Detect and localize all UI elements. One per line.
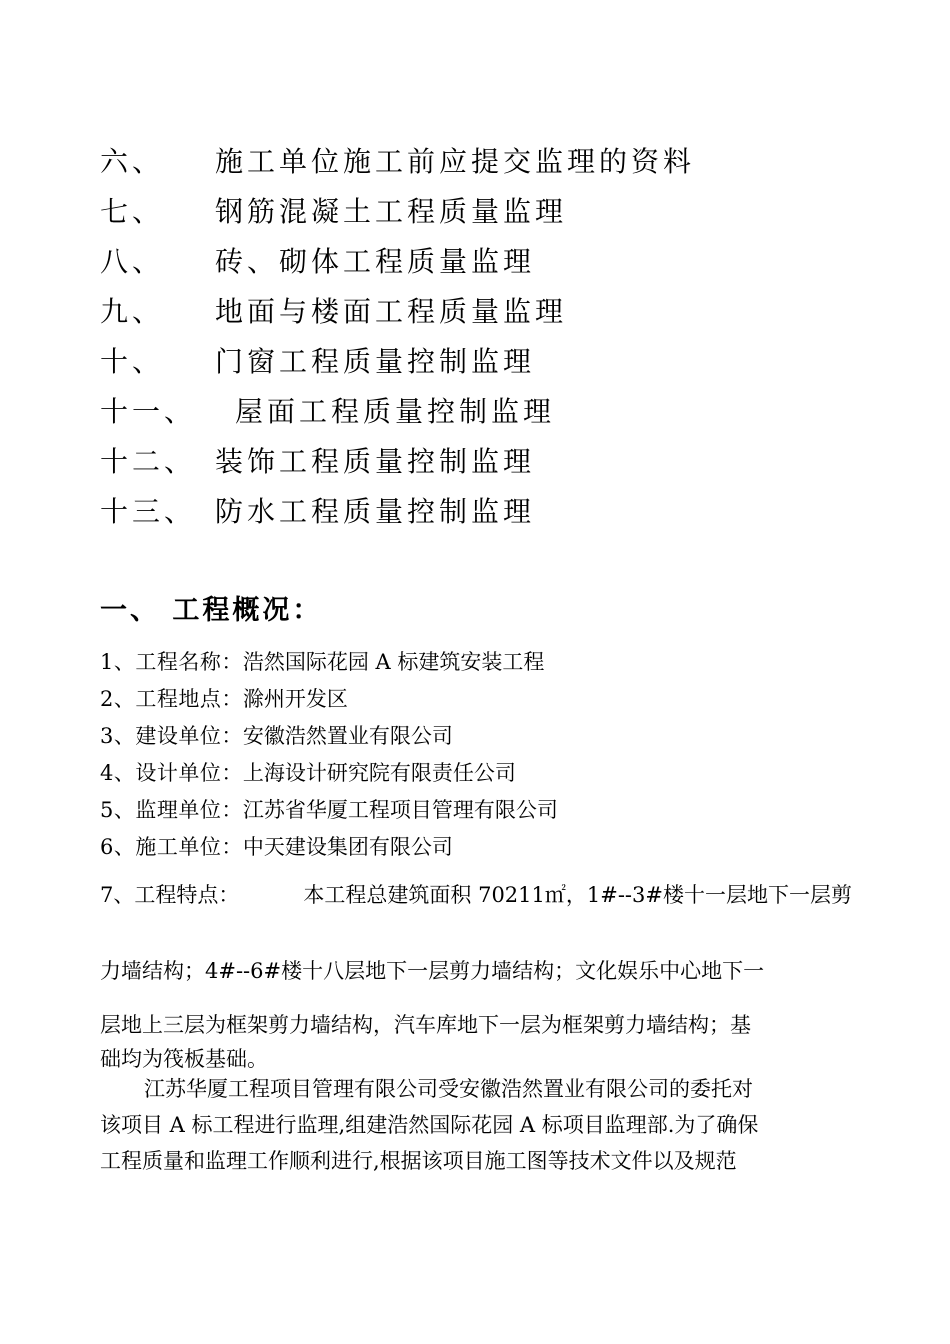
table-of-contents <box>100 140 860 540</box>
info-item <box>100 682 860 719</box>
toc-item-title: 地面与楼面工程质量监理 <box>215 295 568 328</box>
body-paragraph <box>100 1071 852 1179</box>
toc-item-number: 十三、 <box>100 495 197 528</box>
info-item-label: 5、监理单位： <box>100 798 243 822</box>
toc-item-number: 六、 <box>100 145 165 178</box>
toc-item-title: 钢筋混凝土工程质量监理 <box>215 195 568 228</box>
toc-item-title: 屋面工程质量控制监理 <box>235 395 556 428</box>
toc-item-title: 砖、砌体工程质量监理 <box>215 245 536 278</box>
toc-item <box>100 290 860 340</box>
toc-item-number: 十二、 <box>100 445 197 478</box>
toc-item <box>100 440 860 490</box>
info-item-value: 安徽浩然置业有限公司 <box>242 724 453 748</box>
info-item-label: 2、工程地点： <box>100 687 243 711</box>
feature-line: 力墙结构；4#--6#楼十八层地下一层剪力墙结构；文化娱乐中心地下一 <box>100 959 765 983</box>
info-item <box>100 830 860 867</box>
feature-label: 7、工程特点： <box>100 883 240 907</box>
info-item <box>100 756 860 793</box>
toc-item-title: 防水工程质量控制监理 <box>215 495 536 528</box>
toc-item <box>100 490 860 540</box>
toc-item-number: 九、 <box>100 295 165 328</box>
info-item-label: 3、建设单位： <box>100 724 243 748</box>
toc-item <box>100 240 860 290</box>
info-item <box>100 719 860 756</box>
info-item-label: 6、施工单位： <box>100 835 243 859</box>
paragraph-line: 该项目 A 标工程进行监理,组建浩然国际花园 A 标项目监理部.为了确保 <box>100 1113 759 1137</box>
info-item-value: 浩然国际花园 A 标建筑安装工程 <box>242 650 545 674</box>
toc-item-title: 装饰工程质量控制监理 <box>215 445 536 478</box>
toc-item <box>100 390 860 440</box>
info-item-label: 4、设计单位： <box>100 761 243 785</box>
info-item-value: 江苏省华厦工程项目管理有限公司 <box>242 798 558 822</box>
feature-line: 层地上三层为框架剪力墙结构，汽车库地下一层为框架剪力墙结构；基 <box>100 1013 751 1037</box>
project-feature <box>100 873 852 1076</box>
toc-item-number: 七、 <box>100 195 165 228</box>
toc-item-title: 施工单位施工前应提交监理的资料 <box>215 145 696 178</box>
toc-item <box>100 340 860 390</box>
paragraph-line: 江苏华厦工程项目管理有限公司受安徽浩然置业有限公司的委托对 <box>144 1077 753 1101</box>
info-item-label: 1、工程名称： <box>100 650 243 674</box>
feature-text: 本工程总建筑面积 70211㎡，1#--3#楼十一层地下一层剪 <box>303 883 852 907</box>
feature-line: 础均为筏板基础。 <box>100 1047 268 1071</box>
toc-item-number: 八、 <box>100 245 165 278</box>
toc-item-title: 门窗工程质量控制监理 <box>215 345 536 378</box>
info-item <box>100 645 860 682</box>
paragraph-line: 工程质量和监理工作顺利进行,根据该项目施工图等技术文件以及规范 <box>100 1149 737 1173</box>
info-item-value: 上海设计研究院有限责任公司 <box>242 761 516 785</box>
section-heading: 一、 工程概况： <box>100 595 323 626</box>
toc-item-number: 十一、 <box>100 395 197 428</box>
info-item-value: 滁州开发区 <box>242 687 348 711</box>
feature-line <box>100 873 852 953</box>
project-info-list <box>100 645 860 867</box>
info-item <box>100 793 860 830</box>
toc-item-number: 十、 <box>100 345 165 378</box>
toc-item <box>100 140 860 190</box>
toc-item <box>100 190 860 240</box>
info-item-value: 中天建设集团有限公司 <box>242 835 453 859</box>
